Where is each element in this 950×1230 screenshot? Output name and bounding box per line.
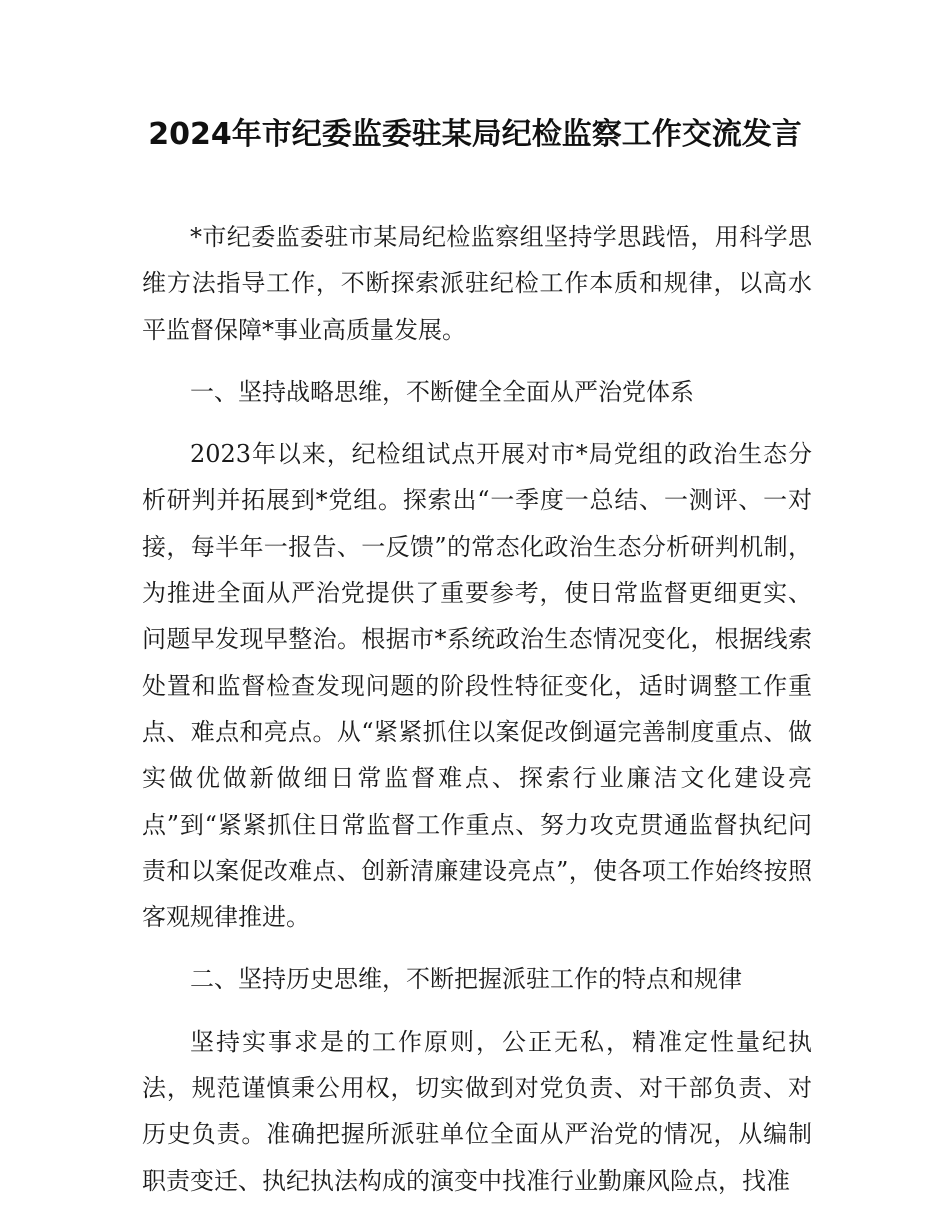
section-heading-1: 一、坚持战略思维，不断健全全面从严治党体系	[190, 377, 694, 406]
section-heading-2: 二、坚持历史思维，不断把握派驻工作的特点和规律	[190, 965, 742, 994]
document-body	[142, 214, 812, 1220]
paragraph-section-1: 2023年以来，纪检组试点开展对市*局党组的政治生态分析研判并拓展到*党组。探索出“一季度一总结、一测评、一对接，每半年一报告、一反馈”的常态化政治生态分析研判机制，为推进全面从严治党提供了重要参考，使日常监督更细更实、问题早发现早整治。根据市*系统政治生态情况变化，根据线索处置和监督检查发现问题的阶段性特征变化，适时调整工作重点、难点和亮点。从“紧紧抓住以案促改倒逼完善制度重点、做实做优做新做细日常监督难点、探索行业廉洁文化建设亮点”到“紧紧抓住日常监督工作重点、努力攻克贯通监督执纪问责和以案促改难点、创新清廉建设亮点”，使各项工作始终按照客观规律推进。	[142, 440, 812, 932]
document-title: 2024年市纪委监委驻某局纪检监察工作交流发言	[148, 117, 802, 152]
paragraph-section-2: 坚持实事求是的工作原则，公正无私，精准定性量纪执法，规范谨慎秉公用权，切实做到对党负责、对干部负责、对历史负责。准确把握所派驻单位全面从严治党的情况，从编制职责变迁、执纪执法构成的演变中找准行业勤廉风险点，找准	[142, 1027, 812, 1195]
paragraph-intro: *市纪委监委驻市某局纪检监察组坚持学思践悟，用科学思维方法指导工作，不断探索派驻纪检工作本质和规律，以高水平监督保障*事业高质量发展。	[142, 223, 812, 344]
